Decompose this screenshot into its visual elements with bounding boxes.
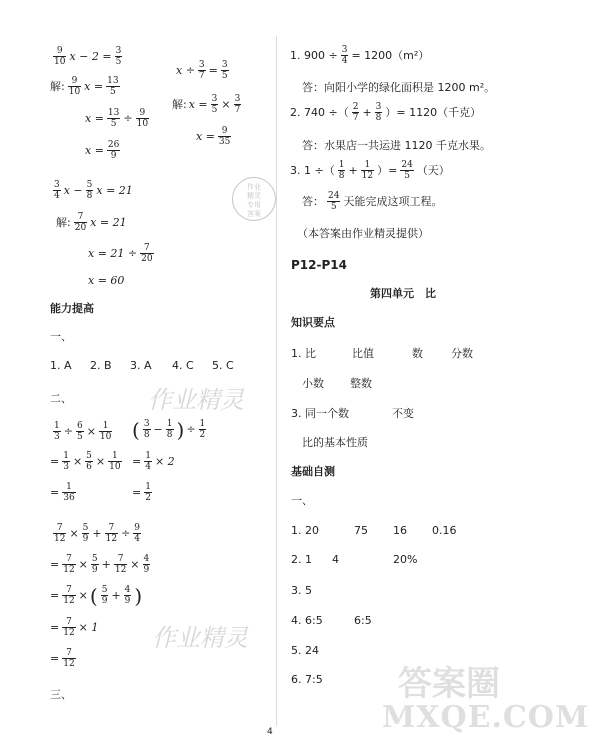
- fraction: $\frac{3}{5}$: [115, 46, 122, 67]
- knowledge-3-b: 不变: [392, 407, 414, 420]
- knowledge-1-a: 1. 比: [291, 347, 316, 360]
- equation-1-line-2: 解: 9 10 x = $\frac{13}{5}$: [50, 76, 119, 97]
- equation-1-line-3: x = $\frac{13}{5}$ ÷ $\frac{9}{10}$: [85, 108, 149, 129]
- calc-1-line-3: = $\frac{1}{36}$: [50, 482, 75, 503]
- choice-4: 4. C: [172, 359, 194, 372]
- watermark-text: 作业精灵: [152, 624, 248, 652]
- calc-3-line-5: = $\frac{7}{12}$: [50, 648, 75, 669]
- basic-2-a: 2. 1: [291, 553, 312, 566]
- knowledge-3-c: 比的基本性质: [302, 436, 368, 449]
- heading-knowledge: 知识要点: [291, 316, 335, 329]
- fraction: 3 4: [54, 180, 60, 201]
- basic-2-b: 4: [332, 553, 339, 566]
- fraction: $\frac{4}{9}$: [143, 554, 150, 575]
- problem-2: 2. 740 ÷（ 2 7 + $\frac{3}{8}$ ）= 1120（千克）: [290, 102, 482, 123]
- calc-2-line-1: ( 3 8 − $\frac{1}{8}$ ) ÷ $\frac{1}{2}$: [132, 417, 206, 442]
- choice-3: 3. A: [130, 359, 152, 372]
- fraction: $\frac{7}{12}$: [105, 523, 118, 544]
- basic-1-d: 0.16: [432, 524, 457, 537]
- fraction: $\frac{1}{2}$: [199, 419, 206, 440]
- calc-3-line-3: = $\frac{7}{12}$ × ( 5 9 + $\frac{4}{9}$ ): [50, 583, 143, 608]
- fraction: $\frac{6}{5}$: [76, 421, 83, 442]
- heading-ability: 能力提高: [50, 302, 94, 315]
- fraction: $\frac{7}{12}$: [63, 585, 75, 606]
- calc-3-line-2: = $\frac{7}{12}$ × $\frac{5}{9}$ + $\frac{7}{12}$ × $\frac{4}{9}$: [50, 554, 150, 575]
- basic-3: 3. 5: [291, 584, 312, 597]
- equation-2-line-1: x ÷ $\frac{3}{7}$ = $\frac{3}{5}$: [176, 60, 228, 81]
- calc-1-line-2: = $\frac{1}{3}$ × $\frac{5}{6}$ × $\frac{1}{10}$: [50, 451, 121, 472]
- knowledge-1-b: 比值: [352, 347, 374, 360]
- answer-1: 答：向阳小学的绿化面积是 1200 m²。: [302, 81, 496, 94]
- section-two: 二、: [50, 392, 72, 405]
- fraction: $\frac{1}{3}$: [63, 451, 69, 472]
- fraction: $\frac{3}{7}$: [198, 60, 205, 81]
- fraction: $\frac{9}{10}$: [136, 108, 149, 129]
- problem-3: 3. 1 ÷（ 1 8 + $\frac{1}{12}$ ）= $\frac{24}{5}$ （天）: [290, 160, 450, 181]
- basic-5: 5. 24: [291, 644, 319, 657]
- basic-section-one: 一、: [291, 494, 313, 507]
- fraction: $\frac{7}{12}$: [63, 554, 75, 575]
- fraction: $\frac{26}{9}$: [107, 140, 120, 161]
- stamp-seal: 作业 精灵 专用 答案: [232, 177, 276, 221]
- fraction: $\frac{3}{4}$: [341, 45, 348, 66]
- basic-1-c: 16: [393, 524, 407, 537]
- knowledge-1-c: 数: [412, 347, 423, 360]
- choice-1: 1. A: [50, 359, 72, 372]
- fraction: 3 8: [143, 419, 150, 440]
- watermark-logo-text: 答案圈: [398, 664, 500, 704]
- calc-2-line-2: = $\frac{1}{4}$ × 2: [132, 451, 175, 472]
- calc-3-line-4: = $\frac{7}{12}$ × 1: [50, 617, 99, 638]
- fraction: $\frac{3}{8}$: [375, 102, 382, 123]
- section-one: 一、: [50, 330, 72, 343]
- fraction: $\frac{5}{8}$: [86, 180, 93, 201]
- calc-1-line-1: $\frac{1}{3}$ ÷ $\frac{6}{5}$ × $\frac{1}{10}$: [54, 421, 112, 442]
- equation-3-line-4: x = 60: [88, 274, 125, 287]
- calc-2-line-3: = $\frac{1}{2}$: [132, 482, 151, 503]
- equation-3-line-2: 解: 7 20 x = 21: [56, 212, 127, 233]
- fraction: $\frac{9}{35}$: [218, 126, 231, 147]
- equation-2-line-3: x = $\frac{9}{35}$: [196, 126, 231, 147]
- fraction: 1 8: [338, 160, 345, 181]
- fraction: $\frac{1}{36}$: [63, 482, 75, 503]
- fraction: 24 5: [328, 191, 340, 212]
- fraction: $\frac{7}{12}$: [63, 617, 75, 638]
- fraction: $\frac{1}{4}$: [145, 451, 151, 472]
- fraction: $\frac{1}{2}$: [145, 482, 151, 503]
- fraction: $\frac{4}{9}$: [124, 585, 131, 606]
- watermark-url: MXQE.COM: [382, 700, 589, 735]
- unit-title: 第四单元 比: [370, 287, 436, 300]
- fraction: $\frac{1}{3}$: [54, 421, 60, 442]
- fraction: $\frac{1}{10}$: [99, 421, 112, 442]
- fraction: $\frac{7}{12}$: [54, 523, 66, 544]
- fraction: $\frac{1}{12}$: [361, 160, 374, 181]
- equation-3-line-1: 3 4 x − $\frac{5}{8}$ x = 21: [54, 180, 133, 201]
- choice-2: 2. B: [90, 359, 112, 372]
- choice-5: 5. C: [212, 359, 234, 372]
- basic-1-b: 75: [354, 524, 368, 537]
- source-note: （本答案由作业精灵提供）: [297, 227, 429, 240]
- basic-4-a: 4. 6:5: [291, 614, 323, 627]
- fraction: 7 20: [74, 212, 87, 233]
- knowledge-1-d: 分数: [451, 347, 473, 360]
- fraction: $\frac{9}{4}$: [134, 523, 141, 544]
- fraction: 9 10: [54, 46, 66, 67]
- watermark-text: 作业精灵: [148, 386, 244, 414]
- calc-3-line-1: $\frac{7}{12}$ × $\frac{5}{9}$ + $\frac{7}{12}$ ÷ $\frac{9}{4}$: [54, 523, 141, 544]
- equation-2-line-2: 解: x = $\frac{3}{5}$ × $\frac{3}{7}$: [172, 94, 241, 115]
- heading-basic: 基础自测: [291, 465, 335, 478]
- fraction: $\frac{1}{8}$: [166, 419, 173, 440]
- page-range: P12-P14: [291, 258, 347, 272]
- fraction: $\frac{7}{12}$: [114, 554, 127, 575]
- fraction: $\frac{3}{7}$: [234, 94, 241, 115]
- equation-3-line-3: x = 21 ÷ $\frac{7}{20}$: [88, 243, 153, 264]
- section-three: 三、: [50, 688, 72, 701]
- basic-1-a: 1. 20: [291, 524, 319, 537]
- equation-1-line-4: x = $\frac{26}{9}$: [85, 140, 120, 161]
- fraction: $\frac{5}{9}$: [91, 554, 98, 575]
- answer-2: 答：水果店一共运进 1120 千克水果。: [302, 139, 491, 152]
- fraction: 2 7: [352, 102, 359, 123]
- fraction: $\frac{13}{5}$: [107, 76, 119, 97]
- fraction: $\frac{3}{5}$: [221, 60, 228, 81]
- problem-1: 1. 900 ÷ $\frac{3}{4}$ = 1200（m²）: [290, 45, 430, 66]
- fraction: 9 10: [68, 76, 81, 97]
- basic-2-c: 20%: [393, 553, 418, 566]
- fraction: $\frac{5}{9}$: [82, 523, 89, 544]
- fraction: $\frac{24}{5}$: [401, 160, 413, 181]
- fraction: $\frac{3}{5}$: [211, 94, 218, 115]
- fraction: $\frac{5}{6}$: [86, 451, 92, 472]
- fraction: 5 9: [101, 585, 108, 606]
- knowledge-3-a: 3. 同一个数: [291, 407, 349, 420]
- equation-1-line-1: 9 10 x − 2 = $\frac{3}{5}$: [54, 46, 122, 67]
- column-divider: [276, 36, 277, 726]
- knowledge-1-f: 整数: [350, 377, 372, 390]
- basic-6: 6. 7:5: [291, 673, 323, 686]
- answer-3: 答： 24 5 天能完成这项工程。: [302, 191, 443, 212]
- fraction: $\frac{1}{10}$: [109, 451, 121, 472]
- page-number: 4: [267, 727, 273, 737]
- fraction: $\frac{7}{12}$: [63, 648, 75, 669]
- fraction: $\frac{7}{20}$: [141, 243, 153, 264]
- knowledge-1-e: 小数: [302, 377, 324, 390]
- basic-4-b: 6:5: [354, 614, 372, 627]
- fraction: $\frac{13}{5}$: [107, 108, 120, 129]
